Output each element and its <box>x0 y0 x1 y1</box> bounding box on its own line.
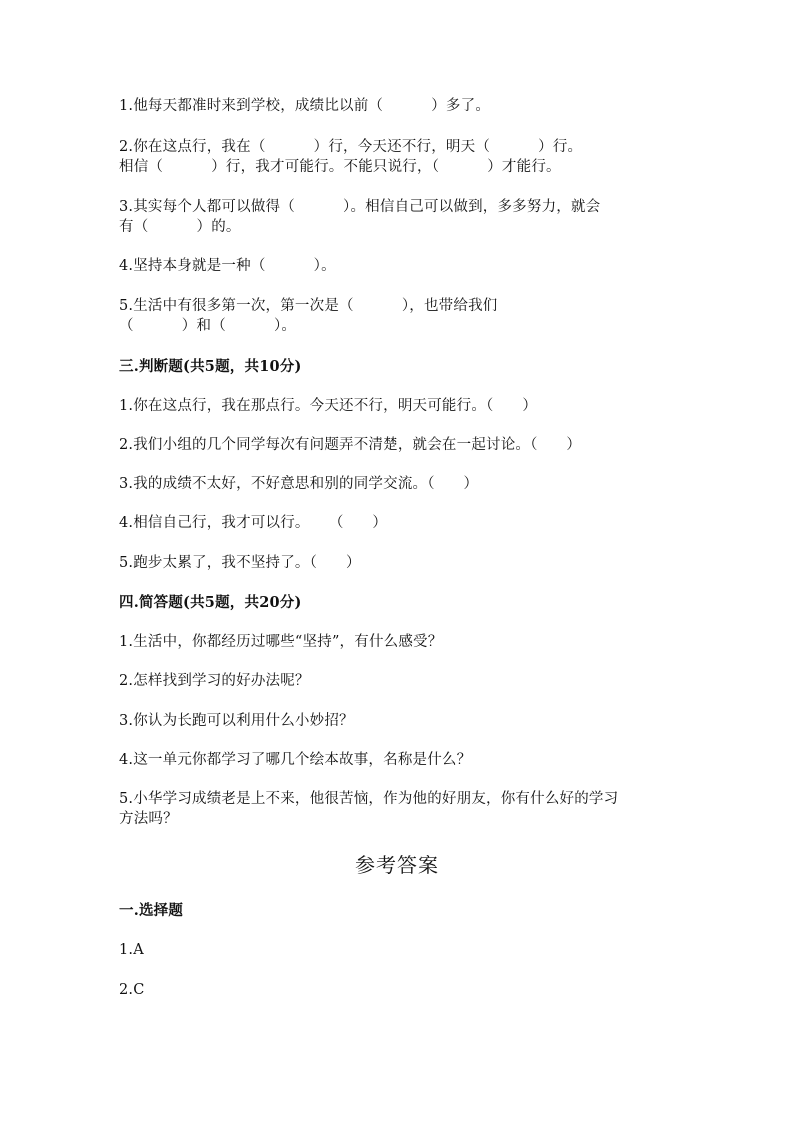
judge-item-1: 1.你在这点行，我在那点行。今天还不行，明天可能行。（ ） <box>119 398 538 414</box>
judge-item-2: 2.我们小组的几个同学每次有问题弄不清楚，就会在一起讨论。（ ） <box>119 437 582 453</box>
short-answer-question-4: 4.这一单元你都学习了哪几个绘本故事，名称是什么？ <box>119 752 472 768</box>
fill-in-question-4: 4.坚持本身就是一种（ ）。 <box>119 258 336 274</box>
fill-in-question-3-line-2: 有（ ）的。 <box>119 219 241 235</box>
short-answer-question-5-line-2: 方法吗？ <box>119 811 178 827</box>
judge-item-5: 5.跑步太累了，我不坚持了。（ ） <box>119 555 361 571</box>
fill-in-question-2-line-2: 相信（ ）行，我才可能行。不能只说行，（ ）才能行。 <box>119 159 561 175</box>
short-answer-question-1: 1.生活中，你都经历过哪些“坚持”，有什么感受？ <box>119 634 443 650</box>
fill-in-question-5-line-2: （ ）和（ ）。 <box>119 318 297 334</box>
fill-in-question-5-line-1: 5.生活中有很多第一次，第一次是（ ），也带给我们 <box>119 298 498 314</box>
judge-item-3: 3.我的成绩不太好，不好意思和别的同学交流。（ ） <box>119 476 479 492</box>
judge-section-heading: 三.判断题(共5题，共10分) <box>119 358 302 375</box>
answer-item-2: 2.C <box>119 982 145 998</box>
short-answer-question-3: 3.你认为长跑可以利用什么小妙招？ <box>119 713 354 729</box>
answer-section-heading: 一.选择题 <box>119 902 184 919</box>
answer-key-title: 参考答案 <box>355 853 439 877</box>
short-answer-question-2: 2.怎样找到学习的好办法呢？ <box>119 673 310 689</box>
fill-in-question-2-line-1: 2.你在这点行，我在（ ）行，今天还不行，明天（ ）行。 <box>119 139 583 155</box>
short-answer-section-heading: 四.简答题(共5题，共20分) <box>119 594 302 611</box>
fill-in-question-1: 1.他每天都准时来到学校，成绩比以前（ ）多了。 <box>119 98 491 114</box>
short-answer-question-5-line-1: 5.小华学习成绩老是上不来，他很苦恼，作为他的好朋友，你有什么好的学习 <box>119 791 619 807</box>
judge-item-4: 4.相信自己行，我才可以行。 （ ） <box>119 515 388 531</box>
answer-item-1: 1.A <box>119 942 144 958</box>
fill-in-question-3-line-1: 3.其实每个人都可以做得（ ）。相信自己可以做到，多多努力，就会 <box>119 199 601 215</box>
